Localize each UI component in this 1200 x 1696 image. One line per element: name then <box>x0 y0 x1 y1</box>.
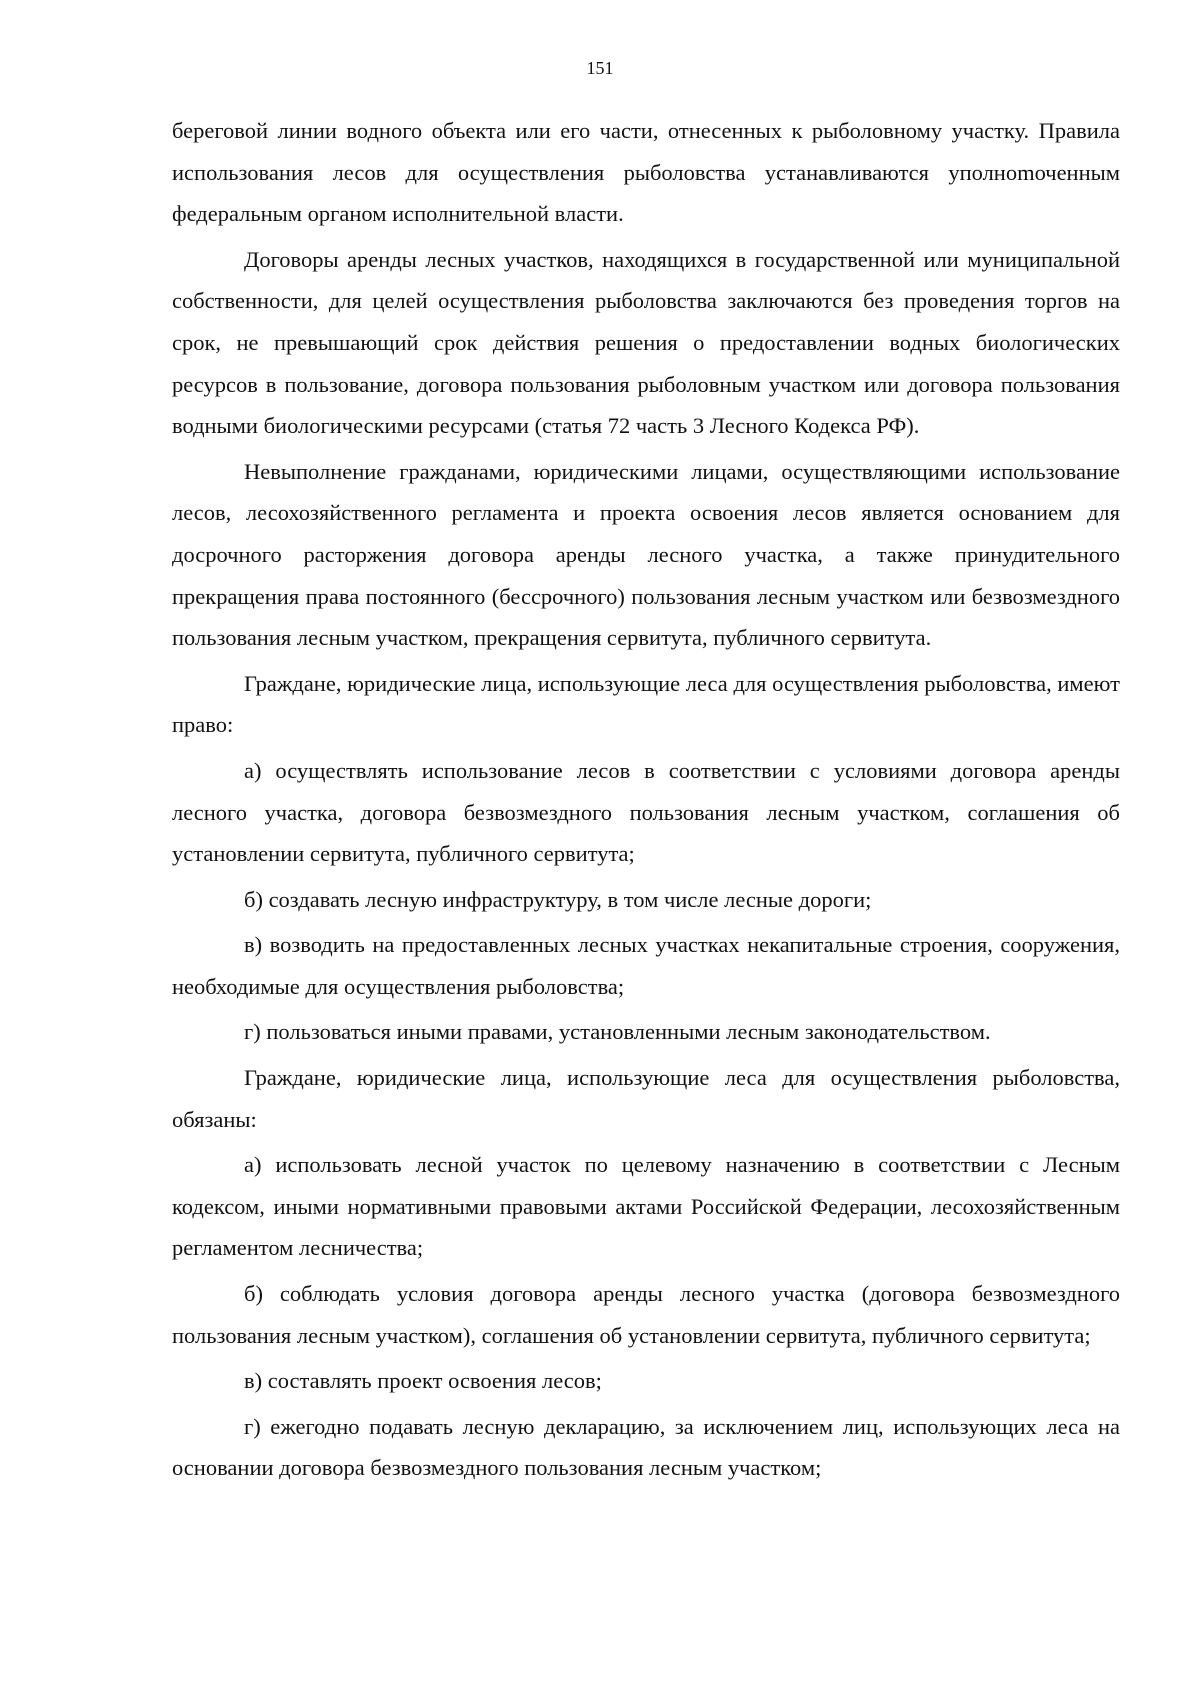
list-item-right-b: б) создавать лесную инфраструктуру, в том числе лесные дороги; <box>244 886 872 912</box>
list-item-obligation-d: г) ежегодно подавать лесную декларацию, за исключением лиц, использующих леса на основании договора безвозмездного пользования лесным участком; <box>172 1413 1120 1481</box>
list-item-right-a: а) осуществлять использование лесов в соответствии с условиями договора аренды лесного участка, договора безвозмездного пользования лесным участком, соглашения об установлении сервитута, публичного сервитута; <box>172 757 1120 867</box>
paragraph-continuation: береговой линии водного объекта или его части, отнесенных к рыболовному участку. Правила использования лесов для осуществления рыболовства устанавливаются уполноmоченным федеральным органом исполнительной власти. <box>172 118 1120 227</box>
paragraph-rights-intro: Граждане, юридические лица, использующие леса для осуществления рыболовства, имеют право: <box>172 670 1120 738</box>
list-item-obligation-a: а) использовать лесной участок по целевому назначению в соответствии с Лесным кодексом, иными нормативными правовыми актами Российской Федерации, лесохозяйственным регламентом лесничества; <box>172 1152 1120 1261</box>
list-item-obligation-c: в) составлять проект освоения лесов; <box>244 1368 602 1394</box>
list-item-right-d: г) пользоваться иными правами, установленными лесным законодательством. <box>244 1019 991 1045</box>
paragraph-obligations-intro: Граждане, юридические лица, использующие леса для осуществления рыболовства, обязаны: <box>172 1065 1120 1132</box>
page-body <box>172 110 1120 1489</box>
list-item-right-c: в) возводить на предоставленных лесных участках некапитальные строения, сооружения, необходимые для осуществления рыболовства; <box>172 932 1120 999</box>
list-item-obligation-b: б) соблюдать условия договора аренды лесного участка (договора безвозмездного пользования лесным участком), соглашения об установлении сервитута, публичного сервитута; <box>172 1281 1120 1348</box>
page-number: 151 <box>586 58 614 78</box>
paragraph-lease-agreements: Договоры аренды лесных участков, находящихся в государственной или муниципальной собственности, для целей осуществления рыболовства заключаются без проведения торгов на срок, не превышающий срок действия решения о предоставлении водных биологических ресурсов в пользование, договора пользования рыболовным участком или договора пользования водными биологическими ресурсами (статья 72 часть 3 Лесного Кодекса РФ). <box>172 246 1120 439</box>
paragraph-non-compliance: Невыполнение гражданами, юридическими лицами, осуществляющими использование лесов, лесохозяйственного регламента и проекта освоения лесов является основанием для досрочного расторжения договора аренды лесного участка, а также принудительного прекращения права постоянного (бессрочного) пользования лесным участком или безвозмездного пользования лесным участком, прекращения сервитута, публичного сервитута. <box>172 458 1120 651</box>
